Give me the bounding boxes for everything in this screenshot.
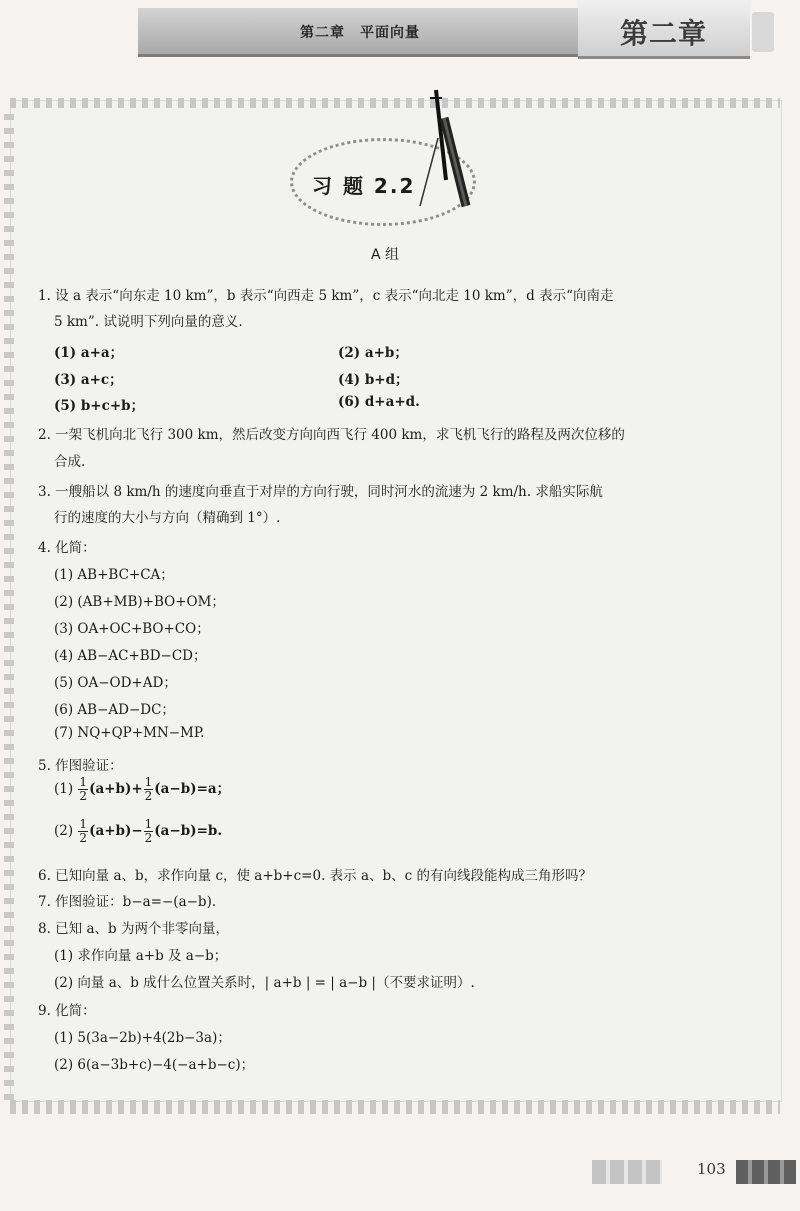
q9-head: 9. 化简： xyxy=(38,1003,96,1019)
q5-item-2 xyxy=(54,818,222,845)
q1-item-5: (5) b+c+b； xyxy=(54,398,145,414)
frac-num: 1 xyxy=(144,817,153,831)
page-number: 103 xyxy=(697,1160,726,1178)
q5-item-1-prefix: (1) xyxy=(54,781,74,797)
q4-head: 4. 化简： xyxy=(38,540,96,556)
q4-item-6: (6) AB−AD−DC； xyxy=(54,702,175,718)
chapter-label: 第二章 xyxy=(620,17,708,50)
q3-line1: 3. 一艘船以 8 km/h 的速度向垂直于对岸的方向行驶，同时河水的流速为 2 km/h. 求船实际航 xyxy=(38,484,603,500)
fraction-half xyxy=(144,818,154,845)
frac-num: 1 xyxy=(144,775,153,789)
q4-item-5: (5) OA−OD+AD； xyxy=(54,675,177,691)
fraction-half xyxy=(144,776,154,803)
fraction-half xyxy=(78,776,88,803)
q7: 7. 作图验证：b−a=−(a−b). xyxy=(38,894,217,910)
header-title: 第二章 平面向量 xyxy=(300,25,420,41)
q1-line2: 5 km”. 试说明下列向量的意义. xyxy=(54,314,243,330)
exercise-title: 习 题 2.2 xyxy=(312,174,416,198)
q5-item-2-prefix: (2) xyxy=(54,823,74,839)
card-top-border xyxy=(10,98,780,108)
q1-line1: 1. 设 a 表示“向东走 10 km”，b 表示“向西走 5 km”，c 表示“向北走 10 km”，d 表示“向南走 xyxy=(38,288,614,304)
q8-item-1: (1) 求作向量 a+b 及 a−b； xyxy=(54,948,228,964)
q5-item-1-b: (a−b)=a； xyxy=(154,781,231,797)
q8-item-2: (2) 向量 a、b 成什么位置关系时，| a+b | = | a−b |（不要求证明）. xyxy=(54,975,475,991)
frac-den: 2 xyxy=(144,789,153,803)
q5-item-1-a: (a+b)+ xyxy=(89,781,143,797)
chapter-tab-edge xyxy=(752,12,774,52)
q8-head: 8. 已知 a、b 为两个非零向量， xyxy=(38,921,229,937)
q6: 6. 已知向量 a、b，求作向量 c，使 a+b+c=0. 表示 a、b、c 的有向线段能构成三角形吗？ xyxy=(38,868,592,884)
q9-item-2: (2) 6(a−3b+c)−4(−a+b−c)； xyxy=(54,1057,255,1073)
q2-line2: 合成. xyxy=(54,454,86,470)
footer-decor-right xyxy=(736,1160,796,1184)
frac-den: 2 xyxy=(79,831,88,845)
q4-item-2: (2) (AB+MB)+BO+OM； xyxy=(54,594,225,610)
q2-line1: 2. 一架飞机向北飞行 300 km，然后改变方向向西飞行 400 km，求飞机飞行的路程及两次位移的 xyxy=(38,427,625,443)
card-left-border xyxy=(4,110,14,1100)
frac-num: 1 xyxy=(79,775,88,789)
card-bottom-border xyxy=(10,1100,780,1114)
group-label: A 组 xyxy=(371,247,400,263)
q4-item-4: (4) AB−AC+BD−CD； xyxy=(54,648,207,664)
q1-item-4: (4) b+d； xyxy=(338,372,409,388)
q5-item-2-a: (a+b)− xyxy=(89,823,143,839)
frac-den: 2 xyxy=(144,831,153,845)
q5-item-1 xyxy=(54,776,230,803)
q1-item-1: (1) a+a； xyxy=(54,345,124,361)
q1-item-3: (3) a+c； xyxy=(54,372,123,388)
q4-item-7: (7) NQ+QP+MN−MP. xyxy=(54,725,205,741)
q5-head: 5. 作图验证： xyxy=(38,758,123,774)
footer-decor-left xyxy=(592,1160,662,1184)
frac-den: 2 xyxy=(79,789,88,803)
q4-item-3: (3) OA+OC+BO+CO； xyxy=(54,621,210,637)
q5-item-2-b: (a−b)=b. xyxy=(154,823,223,839)
q3-line2: 行的速度的大小与方向（精确到 1°）. xyxy=(54,510,281,526)
fraction-half xyxy=(78,818,88,845)
q1-item-6: (6) d+a+d. xyxy=(338,394,420,410)
q1-item-2: (2) a+b； xyxy=(338,345,408,361)
q4-item-1: (1) AB+BC+CA； xyxy=(54,567,174,583)
frac-num: 1 xyxy=(79,817,88,831)
q9-item-1: (1) 5(3a−2b)+4(2b−3a)； xyxy=(54,1030,231,1046)
